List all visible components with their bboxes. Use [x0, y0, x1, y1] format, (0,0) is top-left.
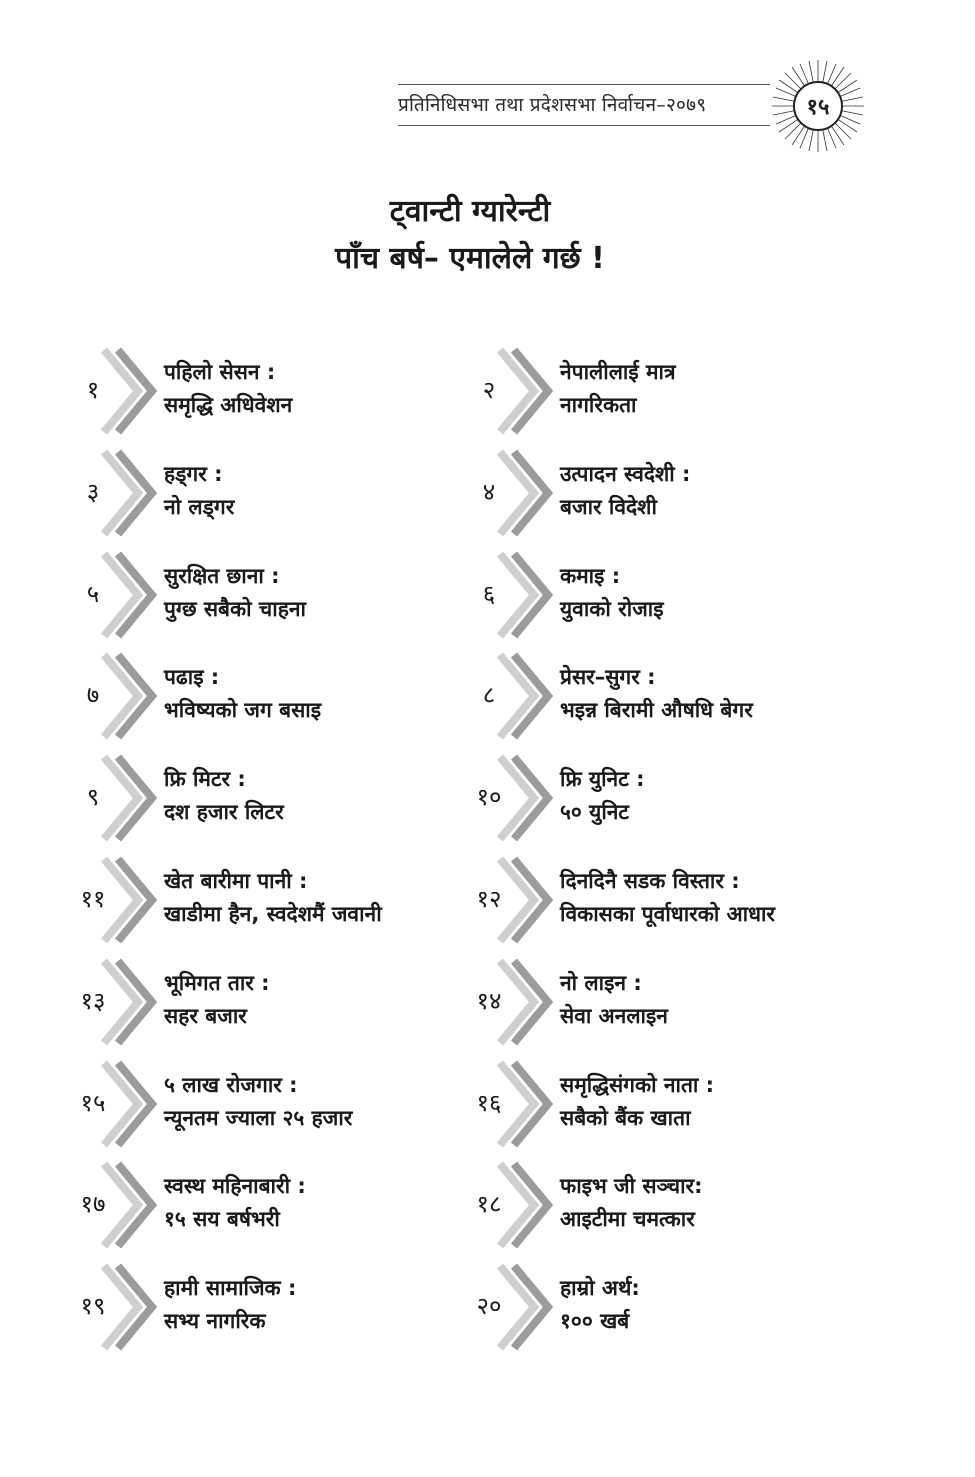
item-subtext: भविष्यको जग बसाइ — [164, 698, 322, 722]
guarantee-item — [482, 448, 872, 538]
item-subtext: सबैको बैंक खाता — [560, 1106, 691, 1130]
item-number: १९ — [80, 1292, 106, 1320]
item-text — [560, 356, 676, 422]
item-text — [560, 967, 668, 1033]
item-text — [164, 356, 292, 422]
item-number: १० — [476, 783, 502, 811]
item-text — [164, 865, 382, 931]
guarantee-item — [482, 550, 872, 640]
item-number: १८ — [476, 1190, 502, 1218]
item-subtext: आइटीमा चमत्कार — [560, 1207, 695, 1231]
guarantee-item — [476, 753, 872, 843]
guarantee-item — [476, 957, 872, 1047]
item-number: २ — [482, 376, 496, 404]
item-heading: ५ लाख रोजगार : — [164, 1073, 298, 1097]
guarantee-item — [476, 1262, 872, 1352]
title-line-2: पाँच बर्ष– एमालेले गर्छ ! — [335, 241, 605, 276]
running-header — [398, 84, 770, 126]
item-text — [164, 1272, 296, 1338]
item-number: ११ — [80, 885, 106, 913]
item-subtext: खाडीमा हैन, स्वदेशमैं जवानी — [164, 902, 382, 926]
item-subtext: १५ सय बर्षभरी — [164, 1207, 280, 1231]
item-text — [560, 865, 775, 931]
guarantee-item — [86, 346, 476, 436]
item-text — [560, 661, 753, 727]
item-subtext: विकासका पूर्वाधारको आधार — [560, 902, 776, 926]
item-subtext: सभ्य नागरिक — [164, 1309, 266, 1333]
guarantee-item — [80, 957, 476, 1047]
item-text — [164, 1069, 352, 1135]
guarantee-item — [80, 1160, 476, 1250]
item-heading: नो लाइन : — [560, 971, 642, 995]
guarantee-item — [86, 550, 476, 640]
item-text — [560, 763, 645, 829]
item-text — [164, 560, 306, 626]
item-subtext: दश हजार लिटर — [164, 800, 284, 824]
item-subtext: सेवा अनलाइन — [560, 1004, 668, 1028]
item-heading: उत्पादन स्वदेशी : — [560, 462, 691, 486]
item-heading: स्वस्थ महिनाबारी : — [164, 1174, 306, 1198]
item-number: १ — [86, 376, 100, 404]
item-text — [560, 560, 664, 626]
item-number: ७ — [86, 681, 100, 709]
item-text — [560, 1272, 640, 1338]
page-title — [0, 190, 940, 284]
page-number: १५ — [806, 95, 830, 120]
item-number: ४ — [482, 478, 496, 506]
item-heading: फ्रि मिटर : — [164, 767, 246, 791]
running-title: प्रतिनिधिसभा तथा प्रदेशसभा निर्वाचन–२०७९ — [398, 94, 707, 116]
item-heading: नेपालीलाई मात्र — [560, 360, 676, 384]
item-text — [560, 1069, 714, 1135]
item-subtext: नो लड्गर — [164, 495, 235, 519]
item-heading: हड्गर : — [164, 462, 223, 486]
item-subtext: भइन्न बिरामी औषधि बेगर — [560, 698, 753, 722]
guarantee-item — [80, 855, 476, 945]
guarantee-item — [482, 346, 872, 436]
item-text — [560, 458, 690, 524]
guarantee-item — [476, 1160, 872, 1250]
item-heading: हामी सामाजिक : — [164, 1276, 297, 1300]
item-subtext: १०० खर्ब — [560, 1309, 630, 1333]
item-heading: फाइभ जी सञ्चार: — [560, 1174, 703, 1198]
guarantee-item — [476, 855, 872, 945]
guarantee-item — [86, 448, 476, 538]
item-number: १५ — [80, 1089, 106, 1117]
guarantee-item — [86, 753, 476, 843]
item-number: ५ — [86, 580, 100, 608]
item-number: १४ — [476, 987, 502, 1015]
item-text — [164, 661, 321, 727]
item-heading: भूमिगत तार : — [164, 971, 270, 995]
item-number: ३ — [86, 478, 100, 506]
item-subtext: युवाको रोजाइ — [560, 597, 664, 621]
item-number: ९ — [86, 783, 100, 811]
guarantee-item — [482, 651, 872, 741]
page-number-badge — [770, 58, 866, 154]
item-subtext: पुग्छ सबैको चाहना — [164, 597, 306, 621]
item-heading: हाम्रो अर्थ: — [560, 1276, 640, 1300]
item-text — [560, 1170, 703, 1236]
item-text — [164, 763, 284, 829]
title-line-1: ट्वान्टी ग्यारेन्टी — [389, 194, 551, 229]
item-subtext: बजार विदेशी — [560, 495, 657, 519]
item-number: १७ — [80, 1190, 106, 1218]
item-number: ८ — [482, 681, 496, 709]
guarantee-item — [86, 651, 476, 741]
item-subtext: समृद्धि अधिवेशन — [164, 393, 293, 417]
item-number: २० — [476, 1292, 502, 1320]
item-heading: पढाइ : — [164, 665, 220, 689]
item-heading: पहिलो सेसन : — [164, 360, 276, 384]
item-subtext: ५० युनिट — [560, 800, 630, 824]
guarantee-item — [80, 1262, 476, 1352]
item-text — [164, 1170, 306, 1236]
item-heading: कमाइ : — [560, 564, 621, 588]
item-heading: दिनदिनै सडक विस्तार : — [560, 869, 740, 893]
item-heading: सुरक्षित छाना : — [164, 564, 280, 588]
item-subtext: सहर बजार — [164, 1004, 247, 1028]
item-heading: फ्रि युनिट : — [560, 767, 645, 791]
item-number: १२ — [476, 885, 502, 913]
guarantee-item — [476, 1059, 872, 1149]
item-text — [164, 458, 234, 524]
item-subtext: नागरिकता — [560, 393, 637, 417]
item-heading: समृद्धिसंगको नाता : — [560, 1073, 715, 1097]
item-heading: खेत बारीमा पानी : — [164, 869, 308, 893]
item-heading: प्रेसर–सुगर : — [560, 665, 656, 689]
item-text — [164, 967, 270, 1033]
guarantee-item — [80, 1059, 476, 1149]
item-subtext: न्यूनतम ज्याला २५ हजार — [164, 1106, 353, 1130]
item-number: १३ — [80, 987, 106, 1015]
item-number: १६ — [476, 1089, 502, 1117]
item-number: ६ — [482, 580, 496, 608]
